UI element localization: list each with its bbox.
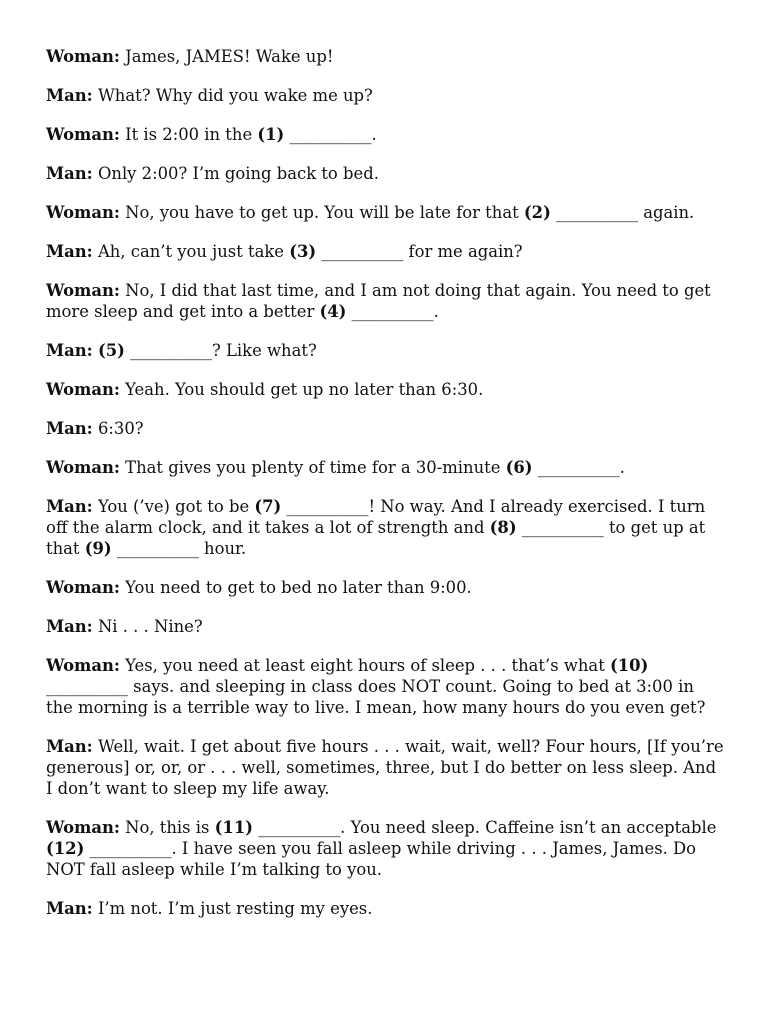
dialogue-line	[46, 655, 724, 718]
speaker-label: Woman:	[46, 380, 120, 399]
dialogue-text: I’m not. I’m just resting my eyes.	[92, 899, 373, 918]
dialogue-text: Ah, can’t you just take	[92, 242, 290, 261]
blank-number: (5)	[97, 341, 125, 360]
dialogue-text: No, you have to get up. You will be late for that	[119, 203, 524, 222]
dialogue-text: 6:30?	[92, 419, 144, 438]
speaker-label: Woman:	[46, 125, 120, 144]
dialogue-line	[46, 340, 724, 361]
dialogue-text: __________ again.	[550, 203, 695, 222]
speaker-label: Man:	[46, 164, 93, 183]
speaker-label: Man:	[46, 497, 93, 516]
speaker-label: Woman:	[46, 578, 120, 597]
dialogue-text: What? Why did you wake me up?	[92, 86, 373, 105]
speaker-label: Man:	[46, 86, 93, 105]
dialogue-line	[46, 379, 724, 400]
dialogue-text: __________.	[284, 125, 377, 144]
blank-number: (7)	[254, 497, 282, 516]
speaker-label: Man:	[46, 341, 93, 360]
blank-number: (10)	[610, 656, 649, 675]
speaker-label: Man:	[46, 419, 93, 438]
blank-number: (6)	[505, 458, 533, 477]
dialogue-text: __________? Like what?	[124, 341, 317, 360]
dialogue-text: It is 2:00 in the	[119, 125, 258, 144]
speaker-label: Woman:	[46, 818, 120, 837]
dialogue-line	[46, 457, 724, 478]
dialogue-text: __________ to get up at that	[46, 518, 706, 558]
speaker-label: Man:	[46, 617, 93, 636]
dialogue-text: James, JAMES! Wake up!	[119, 47, 334, 66]
speaker-label: Man:	[46, 899, 93, 918]
dialogue-line	[46, 202, 724, 223]
blank-number: (4)	[319, 302, 347, 321]
dialogue-line	[46, 898, 724, 919]
dialogue-line	[46, 496, 724, 559]
dialogue-line	[46, 418, 724, 439]
blank-number: (1)	[257, 125, 285, 144]
blank-number: (3)	[289, 242, 317, 261]
dialogue-line	[46, 736, 724, 799]
speaker-label: Woman:	[46, 458, 120, 477]
dialogue-text: That gives you plenty of time for a 30-minute	[119, 458, 506, 477]
dialogue-line	[46, 577, 724, 598]
dialogue-line	[46, 817, 724, 880]
dialogue-line	[46, 124, 724, 145]
dialogue-text: No, this is	[119, 818, 215, 837]
blank-number: (12)	[46, 839, 85, 858]
blank-number: (9)	[84, 539, 112, 558]
dialogue-text: __________ says. and sleeping in class does NOT count. Going to bed at 3:00 in the morning is a terrible way to live. I mean, how many hours do you even get?	[46, 677, 706, 717]
dialogue-line	[46, 616, 724, 637]
speaker-label: Woman:	[46, 203, 120, 222]
dialogue-text: Ni . . . Nine?	[92, 617, 203, 636]
dialogue-text: __________.	[346, 302, 439, 321]
blank-number: (2)	[523, 203, 551, 222]
blank-number: (8)	[489, 518, 517, 537]
dialogue-text: Yeah. You should get up no later than 6:30.	[119, 380, 484, 399]
dialogue-text: You (’ve) got to be	[92, 497, 255, 516]
dialogue-text: __________. You need sleep. Caffeine isn’t an acceptable	[252, 818, 717, 837]
speaker-label: Man:	[46, 242, 93, 261]
speaker-label: Woman:	[46, 47, 120, 66]
dialogue-text: __________ hour.	[111, 539, 247, 558]
dialogue-text: No, I did that last time, and I am not doing that again. You need to get more sleep and get into a better	[46, 281, 711, 321]
dialogue-document	[46, 46, 724, 937]
dialogue-line	[46, 85, 724, 106]
dialogue-text: __________ for me again?	[316, 242, 523, 261]
dialogue-text: __________.	[532, 458, 625, 477]
dialogue-text: Well, wait. I get about five hours . . . wait, wait, well? Four hours, [If you’re generous] or, or, or . . . well, sometimes, three, but I do better on less sleep. And I don’t want to sleep my life away.	[46, 737, 724, 798]
speaker-label: Woman:	[46, 281, 120, 300]
dialogue-text: __________. I have seen you fall asleep while driving . . . James, James. Do NOT fall asleep while I’m talking to you.	[46, 839, 697, 879]
blank-number: (11)	[214, 818, 253, 837]
speaker-label: Woman:	[46, 656, 120, 675]
dialogue-text: Yes, you need at least eight hours of sleep . . . that’s what	[119, 656, 610, 675]
dialogue-line	[46, 241, 724, 262]
dialogue-line	[46, 163, 724, 184]
dialogue-text: __________! No way. And I already exercised. I turn off the alarm clock, and it takes a lot of strength and	[46, 497, 706, 537]
dialogue-line	[46, 46, 724, 67]
dialogue-text: You need to get to bed no later than 9:00.	[119, 578, 472, 597]
dialogue-text: Only 2:00? I’m going back to bed.	[92, 164, 379, 183]
dialogue-line	[46, 280, 724, 322]
speaker-label: Man:	[46, 737, 93, 756]
